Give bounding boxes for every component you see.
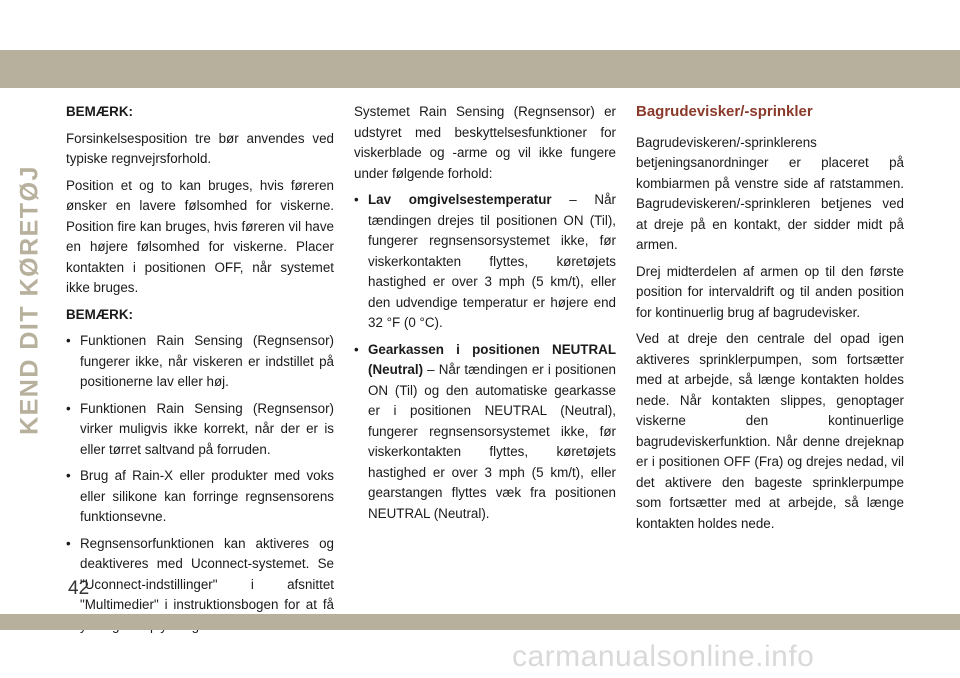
page-number: 42 <box>68 578 90 599</box>
bullet-icon: • <box>66 535 71 551</box>
footer-band <box>0 614 960 630</box>
chapter-side-label: KEND DIT KØRETØJ <box>15 165 44 435</box>
intro-paragraph: Systemet Rain Sensing (Regnsensor) er udstyret med beskyttelsesfunktioner for viskerblade og -arme og vil ikke fungere under følgende forhold: <box>354 104 616 181</box>
list-item-text: – Når tændingen er i positionen ON (Til) og den automatiske gearkasse er i positionen NEUTRAL (Neutral), fungerer regnsensorsystemet ikke, før viskerkontakten flyttes, køretøjets hastighed er over 3 mph (5 km/t), eller gearstangen flyttes væk fra positionen NEUTRAL (Neutral). <box>368 362 616 521</box>
condition-list <box>354 190 616 524</box>
note-heading: BEMÆRK: <box>66 104 133 119</box>
list-item <box>66 331 334 393</box>
list-item-text: – Når tændingen drejes til positionen ON (Til), fungerer regnsensorsystemet ikke, før viskerkontakten flyttes, køretøjets hastighed er over 3 mph (5 km/t), eller den udvendige temperatur er højere end 32 °F (0 °C). <box>368 192 617 330</box>
section-heading: Bagrudevisker/-sprinkler <box>636 103 813 120</box>
column-middle <box>354 102 616 530</box>
body-paragraph: Drej midterdelen af armen op til den første position for intervaldrift og til anden position for kontinuerlig brug af bagrudevisker. <box>636 263 904 320</box>
bullet-icon: • <box>66 333 71 348</box>
body-paragraph: Ved at dreje den centrale del opad igen aktiveres sprinklerpumpen, som fortsætter med at arbejde, så længe kontakten holdes nede. Når kontakten slippes, genoptager viskerne den kontinuerlige bagrudeviskerfunktion. Når denne drejeknap er i positionen OFF (Fra) og drejes nedad, vil det aktivere den bageste sprinklerpumpe som fortsætter med at arbejde, så længe kontakten holdes nede. <box>636 331 904 531</box>
note-heading: BEMÆRK: <box>66 306 133 322</box>
list-item <box>354 190 616 334</box>
note-paragraph: Forsinkelsesposition tre bør anvendes ved typiske regnvejrsforhold. <box>66 130 334 166</box>
bullet-icon: • <box>354 341 359 357</box>
list-item-text: Funktionen Rain Sensing (Regnsensor) fungerer ikke, når viskeren er indstillet på positionerne lav eller høj. <box>80 333 334 389</box>
list-item-text: Brug af Rain-X eller produkter med voks eller silikone kan forringe regnsensorens funktionsevne. <box>80 468 334 524</box>
list-item-text: Funktionen Rain Sensing (Regnsensor) virker muligvis ikke korrekt, når der er is eller tørret saltvand på forruden. <box>80 400 334 457</box>
list-item-lead: Lav omgivelsestemperatur <box>368 192 552 207</box>
list-item <box>66 399 334 461</box>
list-item-lead: Gearkassen i positionen NEUTRAL (Neutral) <box>368 341 616 377</box>
note-bullet-list <box>66 331 334 636</box>
header-band <box>0 50 960 88</box>
column-right <box>636 102 904 540</box>
bullet-icon: • <box>66 468 71 483</box>
column-left <box>66 102 334 642</box>
body-paragraph: Bagrudeviskeren/-sprinklerens betjeningsanordninger er placeret på kombiarmen på venstre side af ratstammen. Bagrudeviskeren/-sprinkleren betjenes ved at dreje på en kontakt, der sidder midt på armen. <box>636 134 904 252</box>
bullet-icon: • <box>354 192 359 207</box>
list-item <box>354 340 616 525</box>
list-item-text: Regnsensorfunktionen kan aktiveres og deaktiveres med Uconnect-systemet. Se "Uconnect-indstillinger" i afsnittet "Multimedier" i instruktionsbogen for at få <box>80 535 334 612</box>
note-paragraph: Position et og to kan bruges, hvis føreren ønsker en lavere følsomhed for viskerne. Position fire kan bruges, hvis føreren vil have en højere følsomhed for viskerne. Placer kontakten i positionen OFF, når systemet ikke bruges. <box>66 177 334 295</box>
watermark: carmanualsonline.info <box>512 640 815 673</box>
list-item <box>66 466 334 528</box>
bullet-icon: • <box>66 400 71 416</box>
